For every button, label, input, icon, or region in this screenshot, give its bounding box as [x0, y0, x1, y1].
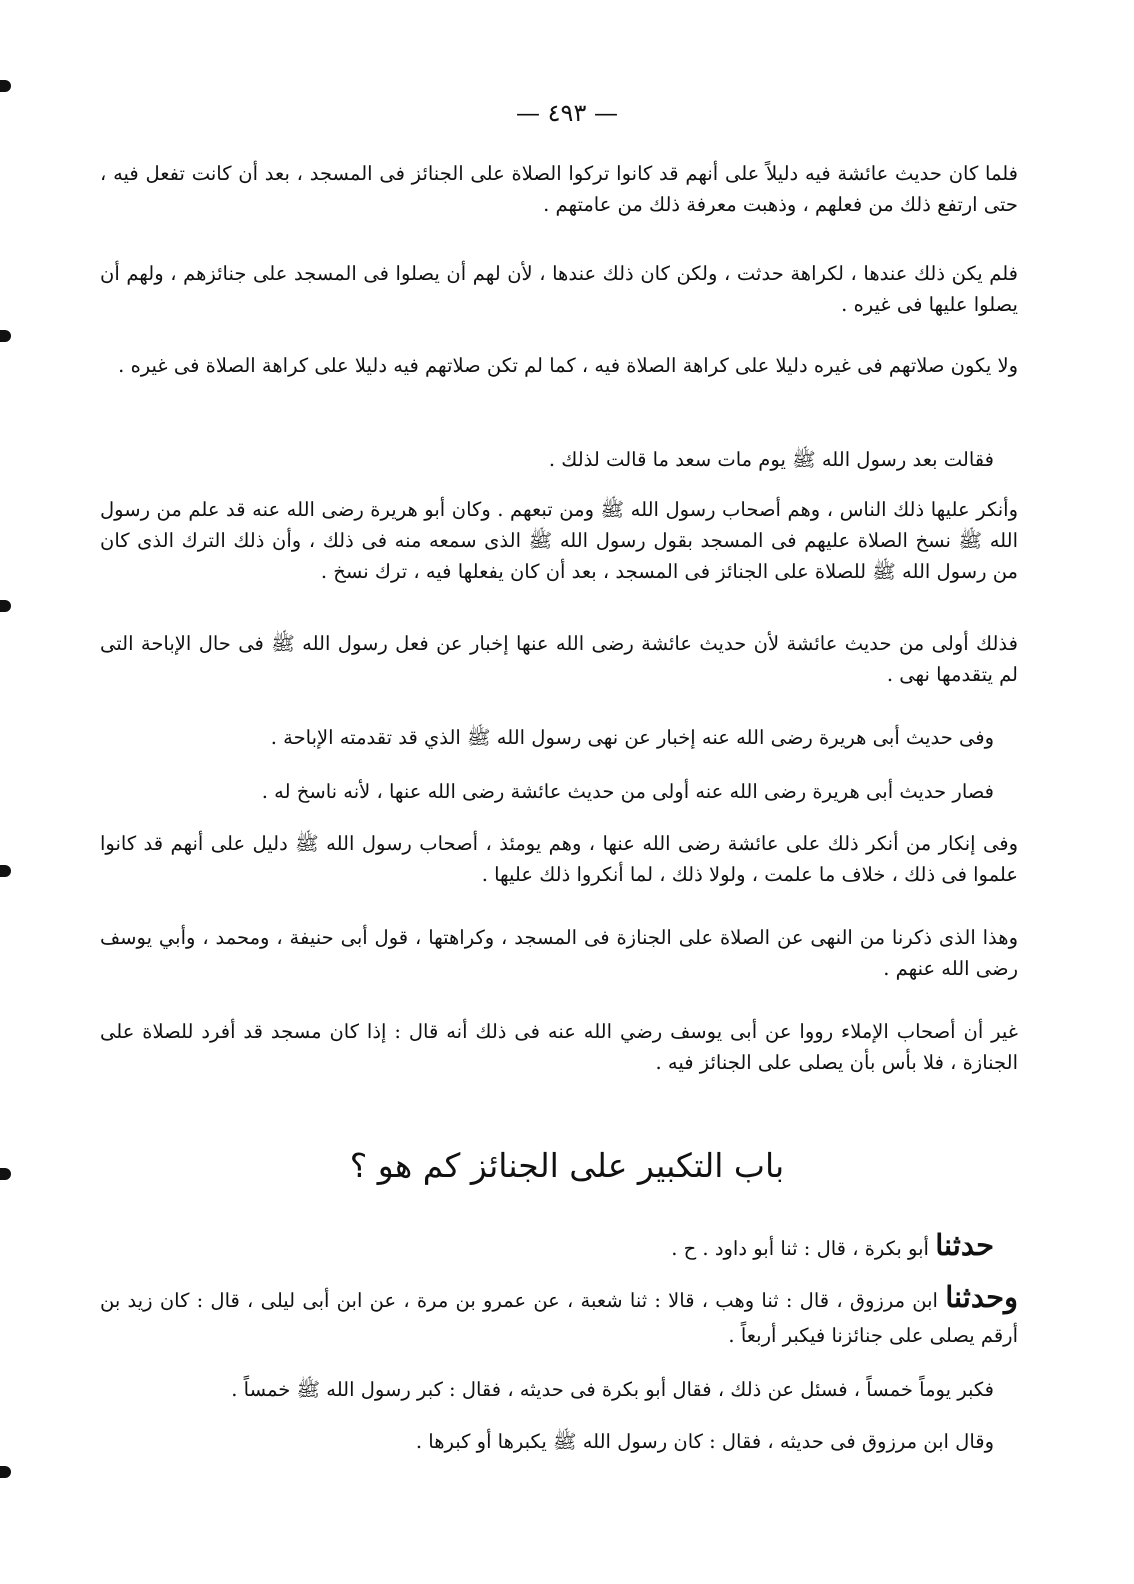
paragraph: فلما كان حديث عائشة فيه دليلاً على أنهم قد كانوا تركوا الصلاة على الجنائز فى المسجد ، بعد أن كانت تفعل فيه ، حتى ارتفع ذلك من فعلهم ، وذهبت معرفة ذلك من عامتهم .: [100, 162, 1018, 217]
paragraph: ولا يكون صلاتهم فى غيره دليلا على كراهة الصلاة فيه ، كما لم تكن صلاتهم فيه دليلا على كراهة الصلاة فى غيره .: [118, 354, 1018, 377]
scan-edge-mark: [0, 80, 11, 92]
hadith-text: أبو بكرة ، قال : ثنا أبو داود . ح .: [671, 1237, 936, 1260]
hadith-text: فكبر يوماً خمساً ، فسئل عن ذلك ، فقال أبو بكرة فى حديثه ، فقال : كبر رسول الله ﷺ خمساً .: [231, 1378, 994, 1401]
hadith-line: [100, 1374, 1018, 1405]
hadith-text: ابن مرزوق ، قال : ثنا وهب ، قالا : ثنا شعبة ، عن عمرو بن مرة ، عن ابن أبى ليلى ، قال : كان زيد بن أرقم يصلى على جنائزنا فيكبر أربعاً .: [100, 1289, 1018, 1348]
paragraph: وهذا الذى ذكرنا من النهى عن الصلاة على الجنازة فى المسجد ، وكراهتها ، قول أبى حنيفة ، ومحمد ، وأبي يوسف رضى الله عنهم .: [100, 926, 1018, 981]
page-number: — ٤٩٣ —: [516, 99, 618, 127]
paragraph: وأنكر عليها ذلك الناس ، وهم أصحاب رسول الله ﷺ ومن تبعهم . وكان أبو هريرة رضى الله عنه قد علم من رسول الله ﷺ نسخ الصلاة عليهم فى المسجد بقول رسول الله ﷺ الذى سمعه منه فى ذلك ، وأن ذلك الترك الذى كان من رسول الله ﷺ للصلاة على الجنائز فى المسجد ، بعد أن كان يفعلها فيه ، ترك نسخ .: [100, 498, 1018, 584]
paragraph: وفى إنكار من أنكر ذلك على عائشة رضى الله عنها ، وهم يومئذ ، أصحاب رسول الله ﷺ دليل على أنهم قد كانوا علموا فى ذلك ، خلاف ما علمت ، ولولا ذلك ، لما أنكروا ذلك عليها .: [100, 832, 1018, 887]
paragraph: فقالت بعد رسول الله ﷺ يوم مات سعد ما قالت لذلك .: [548, 448, 994, 471]
scan-edge-mark: [0, 600, 11, 612]
section-heading: باب التكبير على الجنائز كم هو ؟: [349, 1146, 785, 1185]
hadith-lead: حدثنا: [935, 1228, 994, 1262]
paragraph: غير أن أصحاب الإملاء رووا عن أبى يوسف رضي الله عنه فى ذلك أنه قال : إذا كان مسجد قد أفرد للصلاة على الجنازة ، فلا بأس بأن يصلى على الجنائز فيه .: [100, 1020, 1018, 1075]
paragraph: وفى حديث أبى هريرة رضى الله عنه إخبار عن نهى رسول الله ﷺ الذي قد تقدمته الإباحة .: [270, 726, 994, 749]
hadith-lead: وحدثنا: [945, 1280, 1018, 1314]
paragraph: فذلك أولى من حديث عائشة لأن حديث عائشة رضى الله عنها إخبار عن فعل رسول الله ﷺ فى حال الإباحة التى لم يتقدمها نهى .: [100, 632, 1018, 687]
paragraph: فصار حديث أبى هريرة رضى الله عنه أولى من حديث عائشة رضى الله عنها ، لأنه ناسخ له .: [261, 780, 994, 803]
scan-edge-mark: [0, 865, 11, 877]
hadith-line: [100, 1426, 1018, 1457]
scan-edge-mark: [0, 1466, 11, 1478]
hadith-line: [100, 1222, 1018, 1268]
scan-edge-mark: [0, 330, 11, 342]
paragraph: فلم يكن ذلك عندها ، لكراهة حدثت ، ولكن كان ذلك عندها ، لأن لهم أن يصلوا فى المسجد على جنائزهم ، ولهم أن يصلوا عليها فى غيره .: [100, 262, 1018, 317]
hadith-line: [100, 1274, 1018, 1352]
hadith-text: وقال ابن مرزوق فى حديثه ، فقال : كان رسول الله ﷺ يكبرها أو كبرها .: [415, 1430, 994, 1453]
